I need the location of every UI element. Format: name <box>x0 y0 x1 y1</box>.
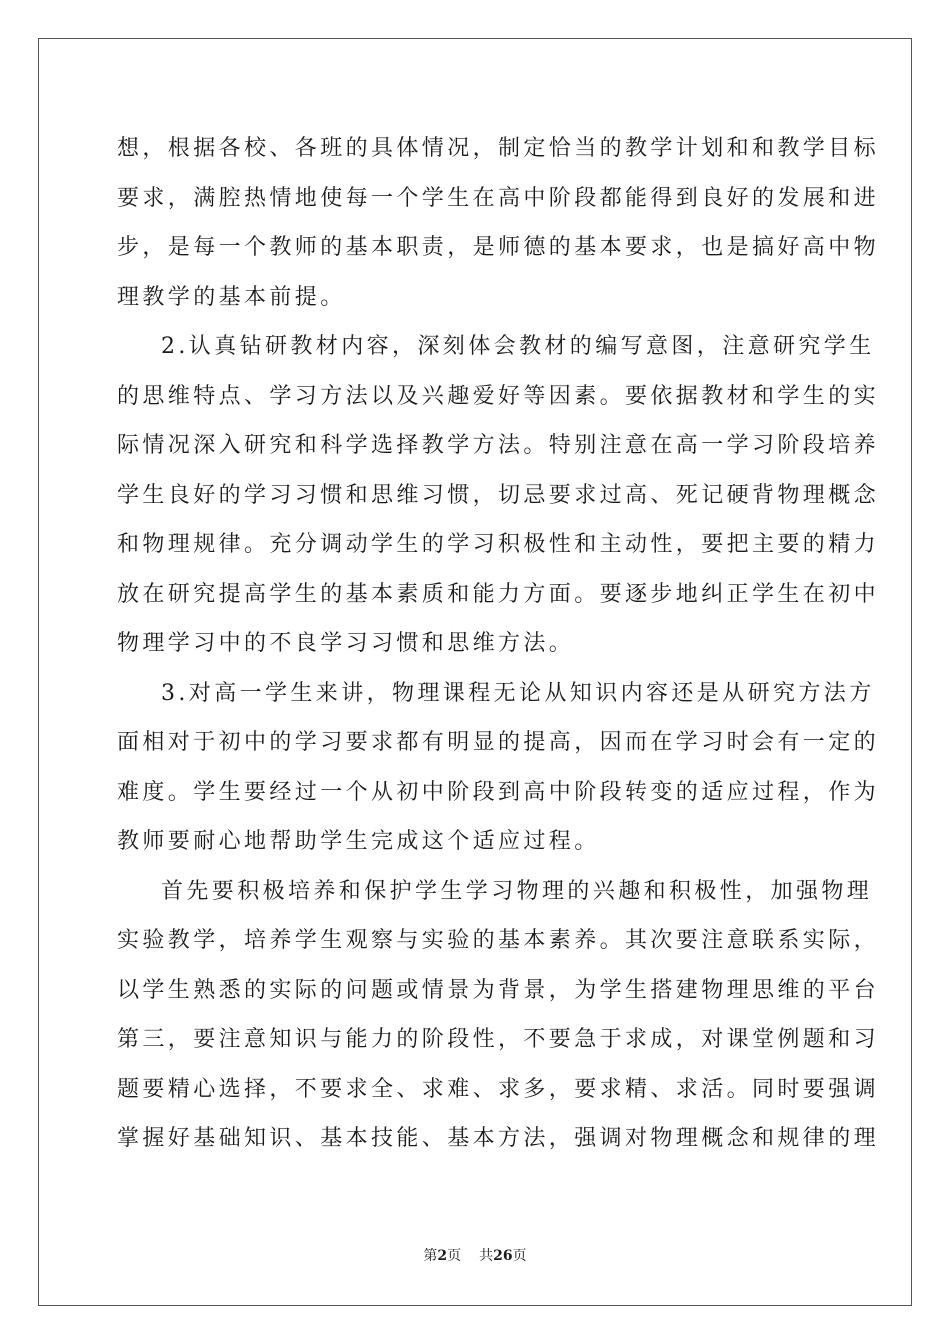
page-suffix: 页 <box>447 1248 462 1264</box>
paragraph-start-line: 首先要积极培养和保护学生学习物理的兴趣和积极性，加强物理 <box>161 878 873 904</box>
text-line: 第三，要注意知识与能力的阶段性，不要急于求成，对课堂例题和习 <box>117 1027 880 1052</box>
paragraph-start-line: 2.认真钻研教材内容，深刻体会教材的编写意图，注意研究学生 <box>161 334 875 359</box>
page-prefix: 第 <box>423 1248 438 1264</box>
total-prefix: 共 <box>479 1248 494 1264</box>
text-line: 题要精心选择，不要求全、求难、求多，要求精、求活。同时要强调 <box>117 1076 880 1102</box>
text-line: 以学生熟悉的实际的问题或情景为背景，为学生搭建物理思维的平台 <box>117 977 880 1003</box>
text-line: 学生良好的学习习惯和思维习惯，切忌要求过高、死记硬背物理概念 <box>117 482 880 508</box>
text-line: 和物理规律。充分调动学生的学习积极性和主动性，要把主要的精力 <box>117 532 880 557</box>
total-suffix: 页 <box>512 1248 527 1264</box>
text-line: 要求，满腔热情地使每一个学生在高中阶段都能得到良好的发展和进 <box>117 185 880 211</box>
document-body <box>117 124 880 1164</box>
page-number: 2 <box>437 1248 448 1264</box>
text-line: 际情况深入研究和科学选择教学方法。特别注意在高一学习阶段培养 <box>117 433 880 458</box>
text-line: 步，是每一个教师的基本职责，是师德的基本要求，也是搞好高中物 <box>117 235 880 260</box>
text-line: 放在研究提高学生的基本素质和能力方面。要逐步地纠正学生在初中 <box>117 581 880 607</box>
text-line: 的思维特点、学习方法以及兴趣爱好等因素。要依据教材和学生的实 <box>117 383 880 409</box>
paragraph-start-line: 3.对高一学生来讲，物理课程无论从知识内容还是从研究方法方 <box>161 680 875 706</box>
total-pages: 26 <box>493 1248 513 1264</box>
text-line: 面相对于初中的学习要求都有明显的提高，因而在学习时会有一定的 <box>117 730 880 755</box>
page-footer <box>0 1245 950 1265</box>
text-line: 理教学的基本前提。 <box>117 284 346 310</box>
text-line: 想，根据各校、各班的具体情况，制定恰当的教学计划和和教学目标 <box>117 136 880 161</box>
text-line: 掌握好基础知识、基本技能、基本方法，强调对物理概念和规律的理 <box>117 1126 880 1151</box>
text-line: 难度。学生要经过一个从初中阶段到高中阶段转变的适应过程，作为 <box>117 779 880 805</box>
text-line: 实验教学，培养学生观察与实验的基本素养。其次要注意联系实际， <box>117 928 880 953</box>
text-line: 物理学习中的不良学习习惯和思维方法。 <box>117 631 575 656</box>
text-line: 教师要耐心地帮助学生完成这个适应过程。 <box>117 829 600 854</box>
